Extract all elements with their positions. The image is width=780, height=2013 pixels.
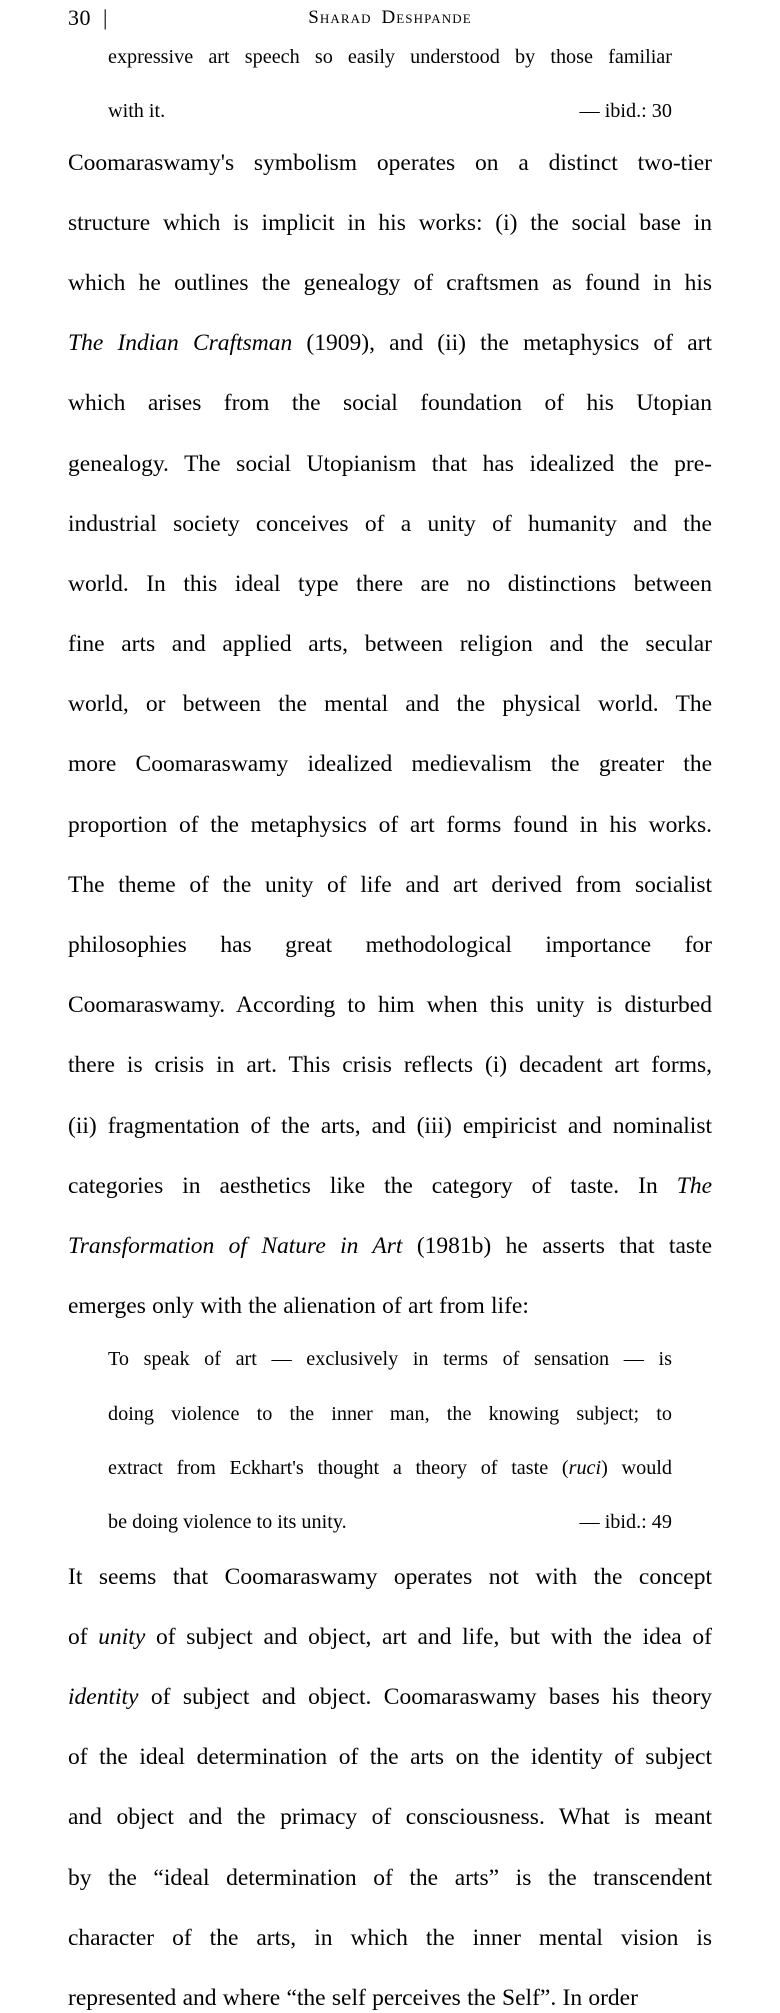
text-run: (1981b) he asserts that taste [402, 1232, 712, 1259]
book-title-indian-craftsman: The Indian Craftsman [68, 330, 293, 357]
sanskrit-term-ruci: ruci [568, 1457, 602, 1480]
text-line: character of the arts, in which the inner mental vision is [68, 1924, 712, 1951]
text-column [68, 44, 712, 2013]
extract-top-attribution: — ibid.: 30 [579, 100, 672, 123]
quote-last-line [108, 1509, 672, 1536]
text-line: Coomaraswamy's symbolism operates on a distinct two-tier [68, 149, 712, 176]
paragraph-two [68, 1562, 712, 2013]
text-run: of subject and object, art and life, but with the idea of [145, 1623, 712, 1650]
spacer [68, 126, 712, 148]
text-run: categories in aesthetics like the category of taste. In [68, 1172, 677, 1199]
text-line: (ii) fragmentation of the arts, and (iii) empiricist and nominalist [68, 1112, 712, 1139]
quote-line: To speak of art — exclusively in terms of sensation — is [108, 1348, 672, 1371]
text-line [68, 1231, 712, 1291]
text-line [68, 1622, 712, 1682]
text-line: world, or between the mental and the physical world. The [68, 691, 712, 718]
text-line: genealogy. The social Utopianism that has idealized the pre- [68, 450, 712, 477]
text-line: represented and where “the self perceives the Self”. In order [68, 1985, 638, 2011]
quote-line: doing violence to the inner man, the knowing subject; to [108, 1402, 672, 1425]
extract-top [108, 44, 672, 126]
quote-line: be doing violence to its unity. [108, 1511, 347, 1534]
text-line: philosophies has great methodological importance for [68, 932, 712, 959]
emphasis-unity: unity [98, 1623, 146, 1650]
text-run: of subject and object. Coomaraswamy bases his theory [138, 1684, 712, 1711]
extract-top-line: expressive art speech so easily understood by those familiar [108, 46, 672, 68]
text-line [68, 1171, 712, 1231]
spacer [68, 1537, 712, 1562]
text-line: fine arts and applied arts, between religion and the secular [68, 631, 712, 658]
text-line: there is crisis in art. This crisis reflects (i) decadent art forms, [68, 1052, 712, 1079]
emphasis-identity: identity [68, 1684, 139, 1711]
text-line: The theme of the unity of life and art derived from socialist [68, 871, 712, 898]
book-title-transformation-part2: Transformation of Nature in Art [68, 1232, 403, 1259]
quote-line [108, 1455, 672, 1509]
extract-quote-attribution: — ibid.: 49 [579, 1511, 672, 1534]
book-title-transformation-part1: The [676, 1172, 712, 1199]
text-line [68, 1682, 712, 1742]
text-line: which he outlines the genealogy of craftsmen as found in his [68, 269, 712, 296]
page-folio: 30 | [68, 5, 108, 30]
running-header [68, 4, 712, 32]
text-line: Coomaraswamy. According to him when this unity is disturbed [68, 992, 712, 1019]
spacer [68, 1321, 712, 1346]
text-line: emerges only with the alienation of art from life: [68, 1293, 529, 1320]
paragraph-one [68, 148, 712, 1322]
running-title: Sharad Deshpande [308, 7, 472, 28]
text-run: ) would [601, 1457, 672, 1480]
text-line: more Coomaraswamy idealized medievalism the greater the [68, 751, 712, 778]
extract-quotation [108, 1346, 672, 1536]
extract-top-last-line [108, 98, 672, 125]
text-line: industrial society conceives of a unity of humanity and the [68, 510, 712, 537]
text-run: (1909), and (ii) the metaphysics of art [292, 330, 712, 357]
text-line: world. In this ideal type there are no distinctions between [68, 570, 712, 597]
text-line: of the ideal determination of the arts on the identity of subject [68, 1744, 712, 1771]
text-line: proportion of the metaphysics of art forms found in his works. [68, 811, 712, 838]
text-line: which arises from the social foundation of his Utopian [68, 390, 712, 417]
extract-top-line: with it. [108, 100, 166, 123]
text-run: extract from Eckhart's thought a theory of taste ( [108, 1457, 569, 1480]
text-line [68, 328, 712, 388]
text-line: and object and the primacy of consciousness. What is meant [68, 1804, 712, 1831]
text-line: structure which is implicit in his works: (i) the social base in [68, 209, 712, 236]
text-line: by the “ideal determination of the arts” is the transcendent [68, 1864, 712, 1891]
text-run: of [68, 1623, 99, 1650]
text-line: It seems that Coomaraswamy operates not with the concept [68, 1563, 712, 1590]
